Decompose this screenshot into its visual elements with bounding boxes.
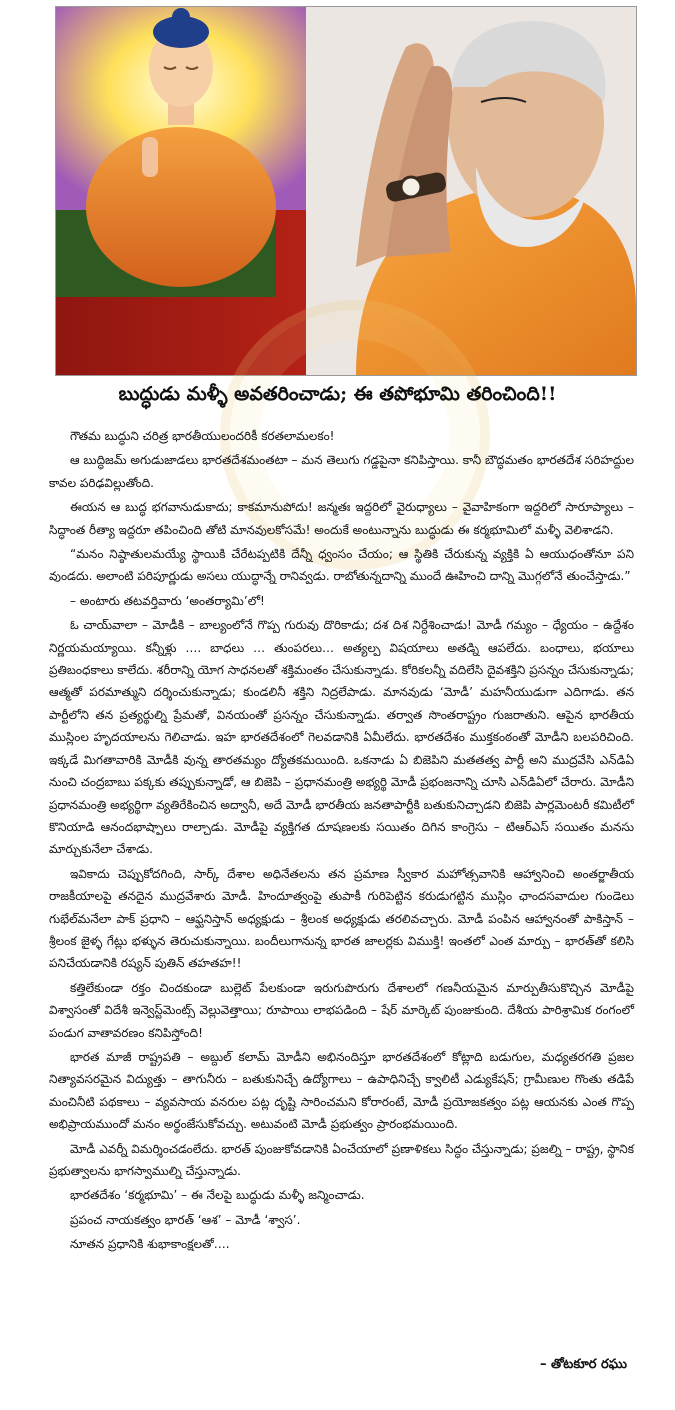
article-headline: బుద్ధుడు మళ్ళీ అవతరించాడు; ఈ తపోభూమి తరించింది!! [118,383,557,405]
paragraph: భారత మాజీ రాష్ట్రపతి – అబ్దుల్ కలామ్ మోడీని అభినందిస్తూ భారతదేశంలో కోట్లాది బడుగుల, మధ్యతరగతి ప్రజల నిత్యావసరమైన విద్యుత్తు – తాగునీరు – బతుకునిచ్చే ఉద్యోగాలు – ఉపాధినిచ్చే క్వాలిటీ ఎడ్యుకేషన్; గ్రామీణుల గొంతు తడిపే మంచినీటి పథకాలు – వ్యవసాయ వనరుల పట్ల దృష్టి సారించమని కోరారంటే, మోడీ ప్రయోజకత్వం పట్ల ఆయనకు ఎంత గొప్ప అభిప్రాయముందో మనం అర్థంజేసుకోవచ్చు. అటువంటి మోడీ ప్రభుత్వం ప్రారంభమయింది. [49,1049,634,1132]
paragraph: గౌతమ బుద్ధుని చరిత్ర భారతీయులందరికీ కరతలామలకం! [70,429,335,443]
author-signature: – తోటకూర రఘు [539,1357,627,1372]
article-body [49,425,634,1258]
paragraph: ఇవికాదు చెప్పుకోదగింది, సార్క్ దేశాల అధినేతలను తన ప్రమాణ స్వీకార మహోత్సవానికి ఆహ్వానించి అంతర్జాతీయ రాజకీయాలపై తనదైన ముద్రవేశారు మోడీ. హిందూత్వంపై తుపాకీ గురిపెట్టిన కరుడుగట్టిన ముస్లిం ఛాందసవాదుల గుండెలు గుభేల్‌మనేలా పాక్ ప్రధాని – ఆఫ్ఘనిస్తాన్ అధ్యక్షుడు – శ్రీలంక అధ్యక్షుడు తరలివచ్చారు. మోడీ పంపిన ఆహ్వానంతో పాకిస్తాన్ – శ్రీలంక జైళ్ళ గేట్లు భళ్ళున తెరుచుకున్నాయి. బందీలుగానున్న భారత జాలర్లకు విముక్తి! ఇంతలో ఎంత మార్పు – భారత్‌తో కలిసి పనిచేయడానికి రష్యన్ పుతిన్ తహతహ!! [49,866,634,971]
paragraph: ఆ బుద్ధిజమ్ అగుడుజాడలు భారతదేశమంతటా – మన తెలుగు గడ్డపైనా కనిపిస్తాయి. కానీ బౌద్ధమతం భారతదేశ సరిహద్దుల కావల పరిఢవిల్లుతోంది. [49,453,634,490]
paragraph: నూతన ప్రధానికి శుభాకాంక్షలతో…. [70,1237,230,1252]
paragraph: కత్తిలేకుండా రక్తం చిందకుండా బుల్లెట్ పేలకుండా ఇరుగుపొరుగు దేశాలలో గణనీయమైన మార్పుతీసుకొచ్చిన మోడీపై విశ్వాసంతో విదేశీ ఇన్వెస్ట్‌మెంట్స్ వెల్లువెత్తాయి; రూపాయి లాభపడింది – షేర్ మార్కెట్ పుంజుకుంది. దేశీయ పారిశ్రామిక రంగంలో పండుగ వాతావరణం కనిపిస్తోంది! [49,980,634,1040]
paragraph: ఈయన ఆ బుద్ధ భగవానుడుకాదు; కాకమానుపోదు! జన్మతః ఇద్దరిలో వైరుధ్యాలు – వైవాహికంగా ఇద్దరిలో సారూప్యాలు – సిద్ధాంత రీత్యా ఇద్దరూ తపించింది తోటి మానవులకోసమే! అందుకే అంటున్నాను బుద్ధుడు ఈ కర్మభూమిలో మళ్ళీ వెలిశాడని. [49,500,634,537]
paragraph: భారతదేశం ‘కర్మభూమి’ – ఈ నేలపై బుద్ధుడు మళ్ళీ జన్మించాడు. [70,1188,365,1203]
paragraph: ఓ చాయ్‌వాలా – మోడీకి – బాల్యంలోనే గొప్ప గురువు దొరికాడు; దశ దిశ నిర్దేశించాడు! మోడీ గమ్యం – ధ్యేయం – ఉద్దేశం నిర్ణయమయ్యాయి. కన్నీళ్లు …. బాధలు … తుంపరలు… అత్యల్ప విషయాలు అతడ్ని ఆపలేదు. బంధాలు, భయాలు ప్రతిబంధకాలు కాలేదు. శరీరాన్ని యోగ సాధనలతో శక్తిమంతం చేసుకున్నాడు. కోరికలన్నీ వదిలేసి దైవశక్తిని ప్రసన్నం చేసుకున్నాడు; ఆత్మతో పరమాత్ముని దర్శించుకున్నాడు; కుండలినీ శక్తిని నిద్రలేపాడు. మానవుడు ‘మోడీ’ మహనీయుడుగా ఎదిగాడు. తన పార్టీలోని తన ప్రత్యర్థుల్ని ప్రేమతో, వినయంతో ప్రసన్నం చేసుకున్నాడు. తర్వాత సొంతరాష్ట్రం గుజరాతుని. ఆపైన భారతీయ ముస్లింల హృదయాలను గెలిచాడు. ఇహ భారతదేశంలో గెలవడానికి ఏమీలేదు. భారతదేశం ముక్తకంఠంతో మోడీని బలపరిచింది. ఇక్కడే మిగతావారికి మోడీకి వున్న తారతమ్యం ద్యోతకమయింది. ఒకనాడు ఏ బిజెపిని మతతత్వ పార్టీ అని ముద్రవేసి ఎన్‌డిఏ నుంచి చంద్రబాబు పక్కకు తప్పుకున్నాడో, ఆ బిజెపి – ప్రధానమంత్రి అభ్యర్థి మోడీ ప్రభంజనాన్ని చూసి ఎన్‌డిఏలో చేరారు. మోడీని ప్రధానమంత్రి అభ్యర్థిగా వ్యతిరేకించిన అద్వానీ, అదే మోడీ భారతీయ జనతాపార్టీకి బతుకునిచ్చాడని బిజెపి పార్లమెంటరీ కమిటీలో కొనియాడి ఆనందభాష్పాలు రాల్చాడు. మోడీపై వ్యక్తిగత దూషణలకు సయితం దిగిన కాంగ్రెసు – టిఆర్ఎస్ సయితం మనసు మార్చుకునేలా చేశాడు. [49,618,634,857]
paragraph: ప్రపంచ నాయకత్వం భారత్ ‘ఆశ’ – మోడీ ‘శ్వాస’. [70,1212,301,1227]
paragraph: – అంటారు తటవర్తివారు ‘అంతర్యామి’లో! [70,593,265,608]
paragraph: మోడీ ఎవర్నీ విమర్శించడంలేదు. భారత్ పుంజుకోవడానికి ఏంచేయాలో ప్రణాళికలు సిద్ధం చేస్తున్నాడు; ప్రజల్ని – రాష్ట్ర, స్థానిక ప్రభుత్వాలను భాగస్వాముల్ని చేస్తున్నాడు. [49,1141,634,1178]
paragraph: “మనం నిష్ఠాతులమయ్యే స్థాయికి చేరేటప్పటికి దేన్నీ ధ్వంసం చేయం; ఆ స్థితికి చేరుకున్న వ్యక్తికి ఏ ఆయుధంతోనూ పని వుండదు. అలాంటి పరిపూర్ణుడు అసలు యుద్ధాన్నే రానివ్వడు. రాబోతున్నదాన్ని ముందే ఊహించి దాన్ని మొగ్గలోనే తుంచేస్తాడు.” [49,547,634,584]
